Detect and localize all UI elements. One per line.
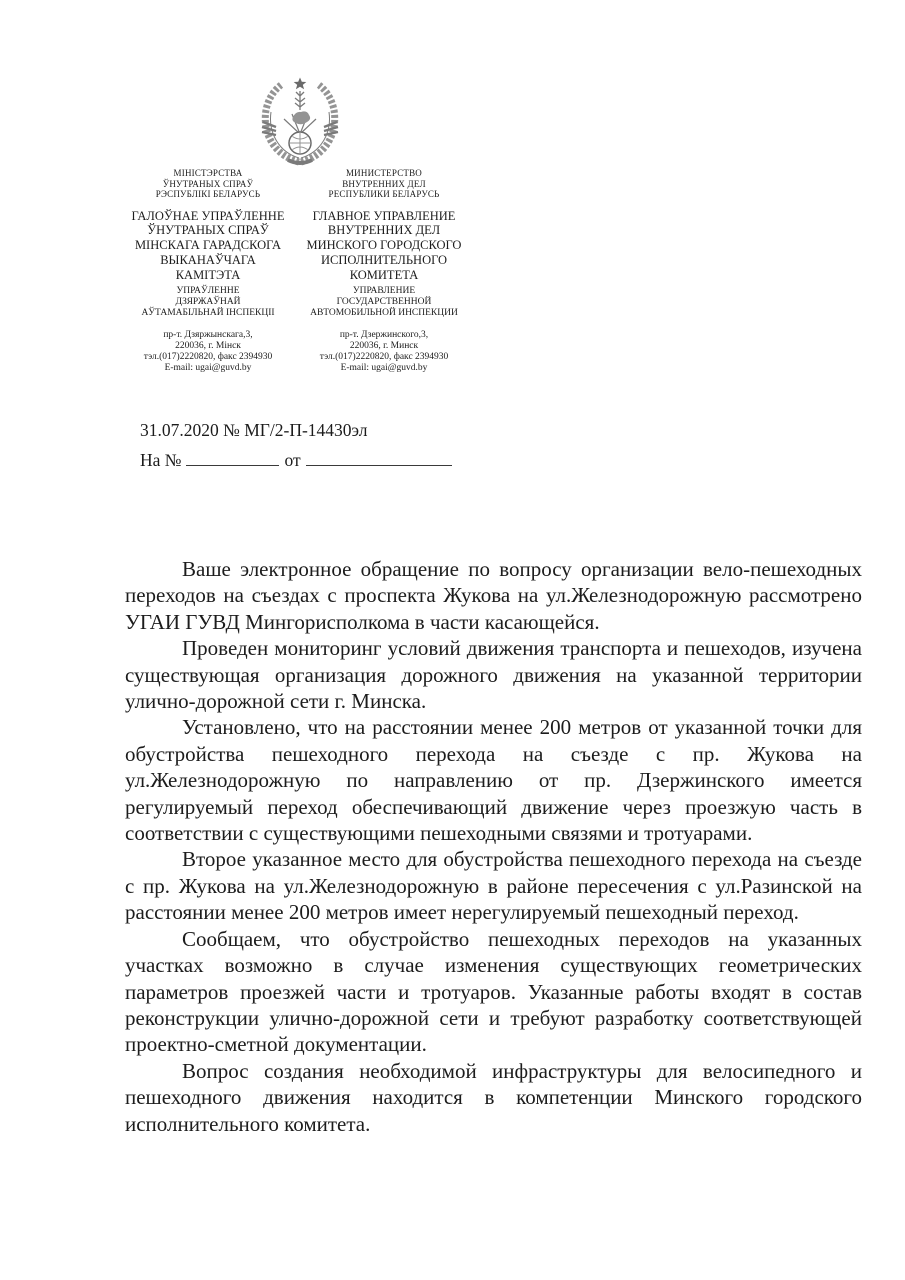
- reply-separator-label: от: [284, 450, 301, 470]
- address-block-belarusian: [117, 330, 299, 374]
- department-name-russian: [293, 209, 475, 283]
- address-line: пр-т. Дзержинского,3,: [339, 330, 429, 341]
- department-line: КОМИТЕТА: [349, 267, 419, 282]
- department-line: МИНСКОГО ГОРОДСКОГО: [306, 238, 462, 253]
- department-line: МІНСКАГА ГАРАДСКОГА: [134, 238, 282, 253]
- ministry-line: ВНУТРЕННИХ ДЕЛ: [342, 178, 426, 189]
- department-line: ЎНУТРАНЫХ СПРАЎ: [147, 223, 269, 238]
- reply-reference-line: [140, 450, 457, 470]
- department-line: ИСПОЛНИТЕЛЬНОГО: [320, 252, 448, 267]
- ministry-name-russian: [293, 168, 475, 200]
- division-line: УПРАЎЛЕННЕ: [176, 286, 240, 297]
- phone-fax-line: тэл.(017)2220820, факс 2394930: [143, 352, 273, 363]
- division-line: ГОСУДАРСТВЕННОЙ: [336, 297, 432, 308]
- email-line: E-mail: ugai@guvd.by: [340, 363, 428, 374]
- department-line: КАМІТЭТА: [175, 267, 241, 282]
- department-line: ВЫКАНАЎЧАГА: [160, 252, 256, 267]
- body-paragraph: Ваше электронное обращение по вопросу организации вело-пешеходных переходов на съездах с проспекта Жукова на ул.Железнодорожную рассмотрено УГАИ ГУВД Мингорисполкома в части касающейся.: [125, 557, 862, 634]
- ministry-line: МИНИСТЕРСТВО: [345, 168, 423, 178]
- body-paragraph: Установлено, что на расстоянии менее 200 метров от указанной точки для обустройства пешеходного перехода на съезде с пр. Жукова на ул.Железнодорожную по направлению от пр. Дзержинского имеется регулируемый переход обеспечивающий движение через проезжую часть в соответствии с существующими пешеходными связями и тротуарами.: [125, 715, 862, 846]
- header-column-belarusian: [117, 168, 299, 374]
- phone-fax-line: тэл.(017)2220820, факс 2394930: [319, 352, 449, 363]
- ministry-line: РЭСПУБЛІКІ БЕЛАРУСЬ: [155, 189, 261, 199]
- letter-body: [125, 556, 862, 1137]
- body-paragraph: Вопрос создания необходимой инфраструктуры для велосипедного и пешеходного движения находится в компетенции Минского городского исполнительного комитета.: [125, 1058, 862, 1136]
- department-name-belarusian: [117, 209, 299, 283]
- ministry-name-belarusian: [117, 168, 299, 200]
- division-line: АЎТАМАБІЛЬНАЙ ІНСПЕКЦІІ: [141, 308, 275, 319]
- ministry-line: РЕСПУБЛИКИ БЕЛАРУСЬ: [328, 189, 440, 199]
- ministry-line: МІНІСТЭРСТВА: [173, 168, 243, 178]
- email-line: E-mail: ugai@guvd.by: [164, 363, 252, 374]
- address-block-russian: [293, 330, 475, 374]
- header-column-russian: [293, 168, 475, 374]
- address-line: 220036, г. Минск: [349, 341, 419, 352]
- body-paragraph: Сообщаем, что обустройство пешеходных переходов на указанных участках возможно в случае изменения существующих геометрических параметров проезжей части и тротуаров. Указанные работы входят в состав реконструкции улично-дорожной сети и требуют разработку соответствующей проектно-сметной документации.: [125, 926, 862, 1057]
- department-line: ГЛАВНОЕ УПРАВЛЕНИЕ: [312, 208, 456, 223]
- belarus-coat-of-arms-icon: [255, 76, 345, 166]
- reference-block: [140, 420, 457, 470]
- ministry-line: ЎНУТРАНЫХ СПРАЎ: [162, 178, 254, 189]
- reply-date-blank: [306, 451, 452, 466]
- body-paragraph: Проведен мониторинг условий движения транспорта и пешеходов, изучена существующая организация дорожного движения на указанной территории улично-дорожной сети г. Минска.: [125, 636, 862, 714]
- reply-prefix-label: На №: [140, 450, 182, 470]
- reply-number-blank: [186, 451, 279, 466]
- address-line: пр-т. Дзяржынскага,3,: [163, 330, 253, 341]
- department-line: ВНУТРЕННИХ ДЕЛ: [327, 223, 441, 238]
- body-paragraph: Второе указанное место для обустройства пешеходного перехода на съезде с пр. Жукова на ул.Железнодорожную в районе пересечения с ул.Разинской на расстоянии менее 200 метров имеет нерегулируемый пешеходный переход.: [125, 847, 862, 925]
- division-line: ДЗЯРЖАЎНАЙ: [175, 297, 241, 308]
- outgoing-number-line: 31.07.2020 № МГ/2-П-14430эл: [140, 420, 368, 440]
- division-name-russian: [293, 286, 475, 319]
- division-line: УПРАВЛЕНИЕ: [352, 286, 416, 297]
- division-name-belarusian: [117, 286, 299, 319]
- department-line: ГАЛОЎНАЕ УПРАЎЛЕННЕ: [131, 208, 285, 223]
- address-line: 220036, г. Мінск: [175, 341, 241, 352]
- division-line: АВТОМОБИЛЬНОЙ ИНСПЕКЦИИ: [310, 308, 458, 319]
